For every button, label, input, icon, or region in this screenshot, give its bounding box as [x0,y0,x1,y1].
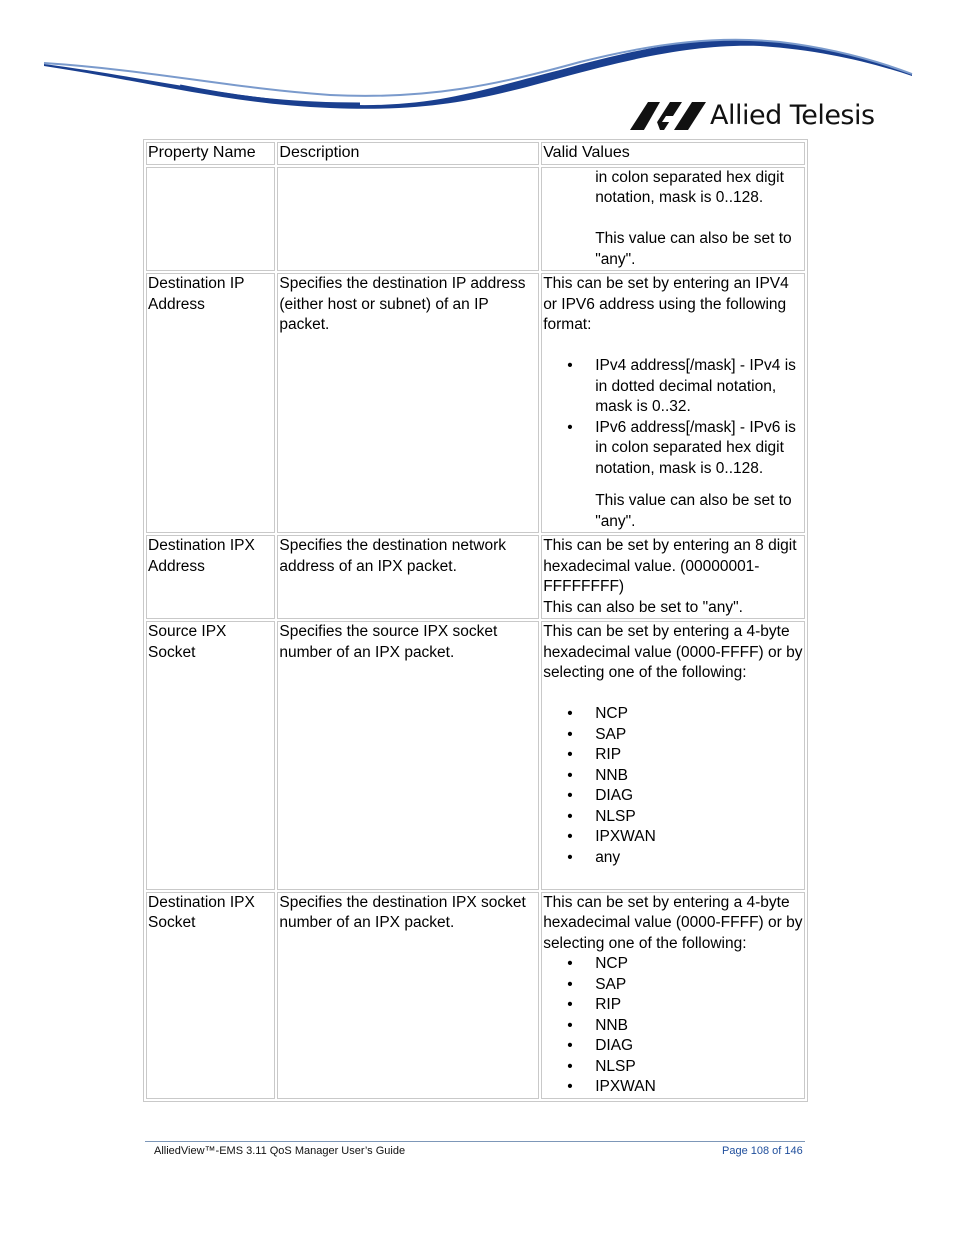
property-name-cell [146,167,275,272]
valid-values-list [543,356,803,479]
allied-telesis-logo-mark-icon [630,100,706,132]
table-row [146,167,805,272]
valid-values-cell [541,892,805,1099]
list-item: • IPv6 address[/mask] - IPv6 is in colon separated hex digit notation, mask is 0..128. [543,418,803,480]
list-item: • DIAG [543,1036,803,1057]
valid-values-list [543,954,803,1098]
list-item: • IPXWAN [543,1077,803,1098]
footer-divider [145,1141,805,1142]
description-cell: Specifies the source IPX socket number of an IPX packet. [277,621,539,890]
valid-values-note: This can also be set to "any". [543,598,743,616]
list-item: • NCP [543,704,803,725]
brand-name: Allied Telesis [710,100,875,131]
list-item: • NNB [543,766,803,787]
column-header-property-name: Property Name [146,142,275,165]
footer-page-number: Page 108 of 146 [722,1145,803,1157]
table-row [146,621,805,890]
column-header-valid-values: Valid Values [541,142,805,165]
list-item: • IPv4 address[/mask] - IPv4 is in dotted decimal notation, mask is 0..32. [543,356,803,418]
valid-values-note: This value can also be set to "any". [595,230,792,268]
valid-values-intro: This can be set by entering an IPV4 or IPV6 address using the following format: [543,275,789,333]
description-cell [277,167,539,272]
description-cell: Specifies the destination IP address (either host or subnet) of an IP packet. [277,273,539,533]
list-item: • RIP [543,745,803,766]
list-item: • RIP [543,995,803,1016]
valid-values-cell [541,273,805,533]
allied-telesis-logo [630,98,875,134]
list-item: • DIAG [543,786,803,807]
property-name-cell: Destination IPX Socket [146,892,275,1099]
list-item: • SAP [543,975,803,996]
valid-values-list [543,704,803,868]
valid-values-cell [541,535,805,619]
table-row [146,535,805,619]
valid-values-text: in colon separated hex digit notation, mask is 0..128. [595,168,784,206]
description-cell: Specifies the destination network address of an IPX packet. [277,535,539,619]
valid-values-intro: This can be set by entering an 8 digit hexadecimal value. (00000001-FFFFFFFF) [543,537,797,595]
valid-values-cell [541,621,805,890]
valid-values-note: This value can also be set to "any". [595,492,792,530]
list-item: • NLSP [543,807,803,828]
list-item: • any [543,848,803,869]
list-item: • NCP [543,954,803,975]
list-item: • IPXWAN [543,827,803,848]
property-table [143,139,808,1102]
property-name-cell: Source IPX Socket [146,621,275,890]
column-header-description: Description [277,142,539,165]
valid-values-intro: This can be set by entering a 4-byte hexadecimal value (0000-FFFF) or by selecting one of the following: [543,893,803,952]
footer-guide-title: AlliedView™-EMS 3.11 QoS Manager User’s Guide [154,1145,406,1157]
valid-values-cell [541,167,805,272]
table-row [146,273,805,533]
property-name-cell: Destination IPX Address [146,535,275,619]
valid-values-intro: This can be set by entering a 4-byte hexadecimal value (0000-FFFF) or by selecting one of the following: [543,623,803,681]
property-name-cell: Destination IP Address [146,273,275,533]
list-item: • SAP [543,725,803,746]
list-item: • NNB [543,1016,803,1037]
list-item: • NLSP [543,1057,803,1078]
description-cell: Specifies the destination IPX socket number of an IPX packet. [277,892,539,1099]
table-header-row [146,142,805,165]
table-row [146,892,805,1099]
